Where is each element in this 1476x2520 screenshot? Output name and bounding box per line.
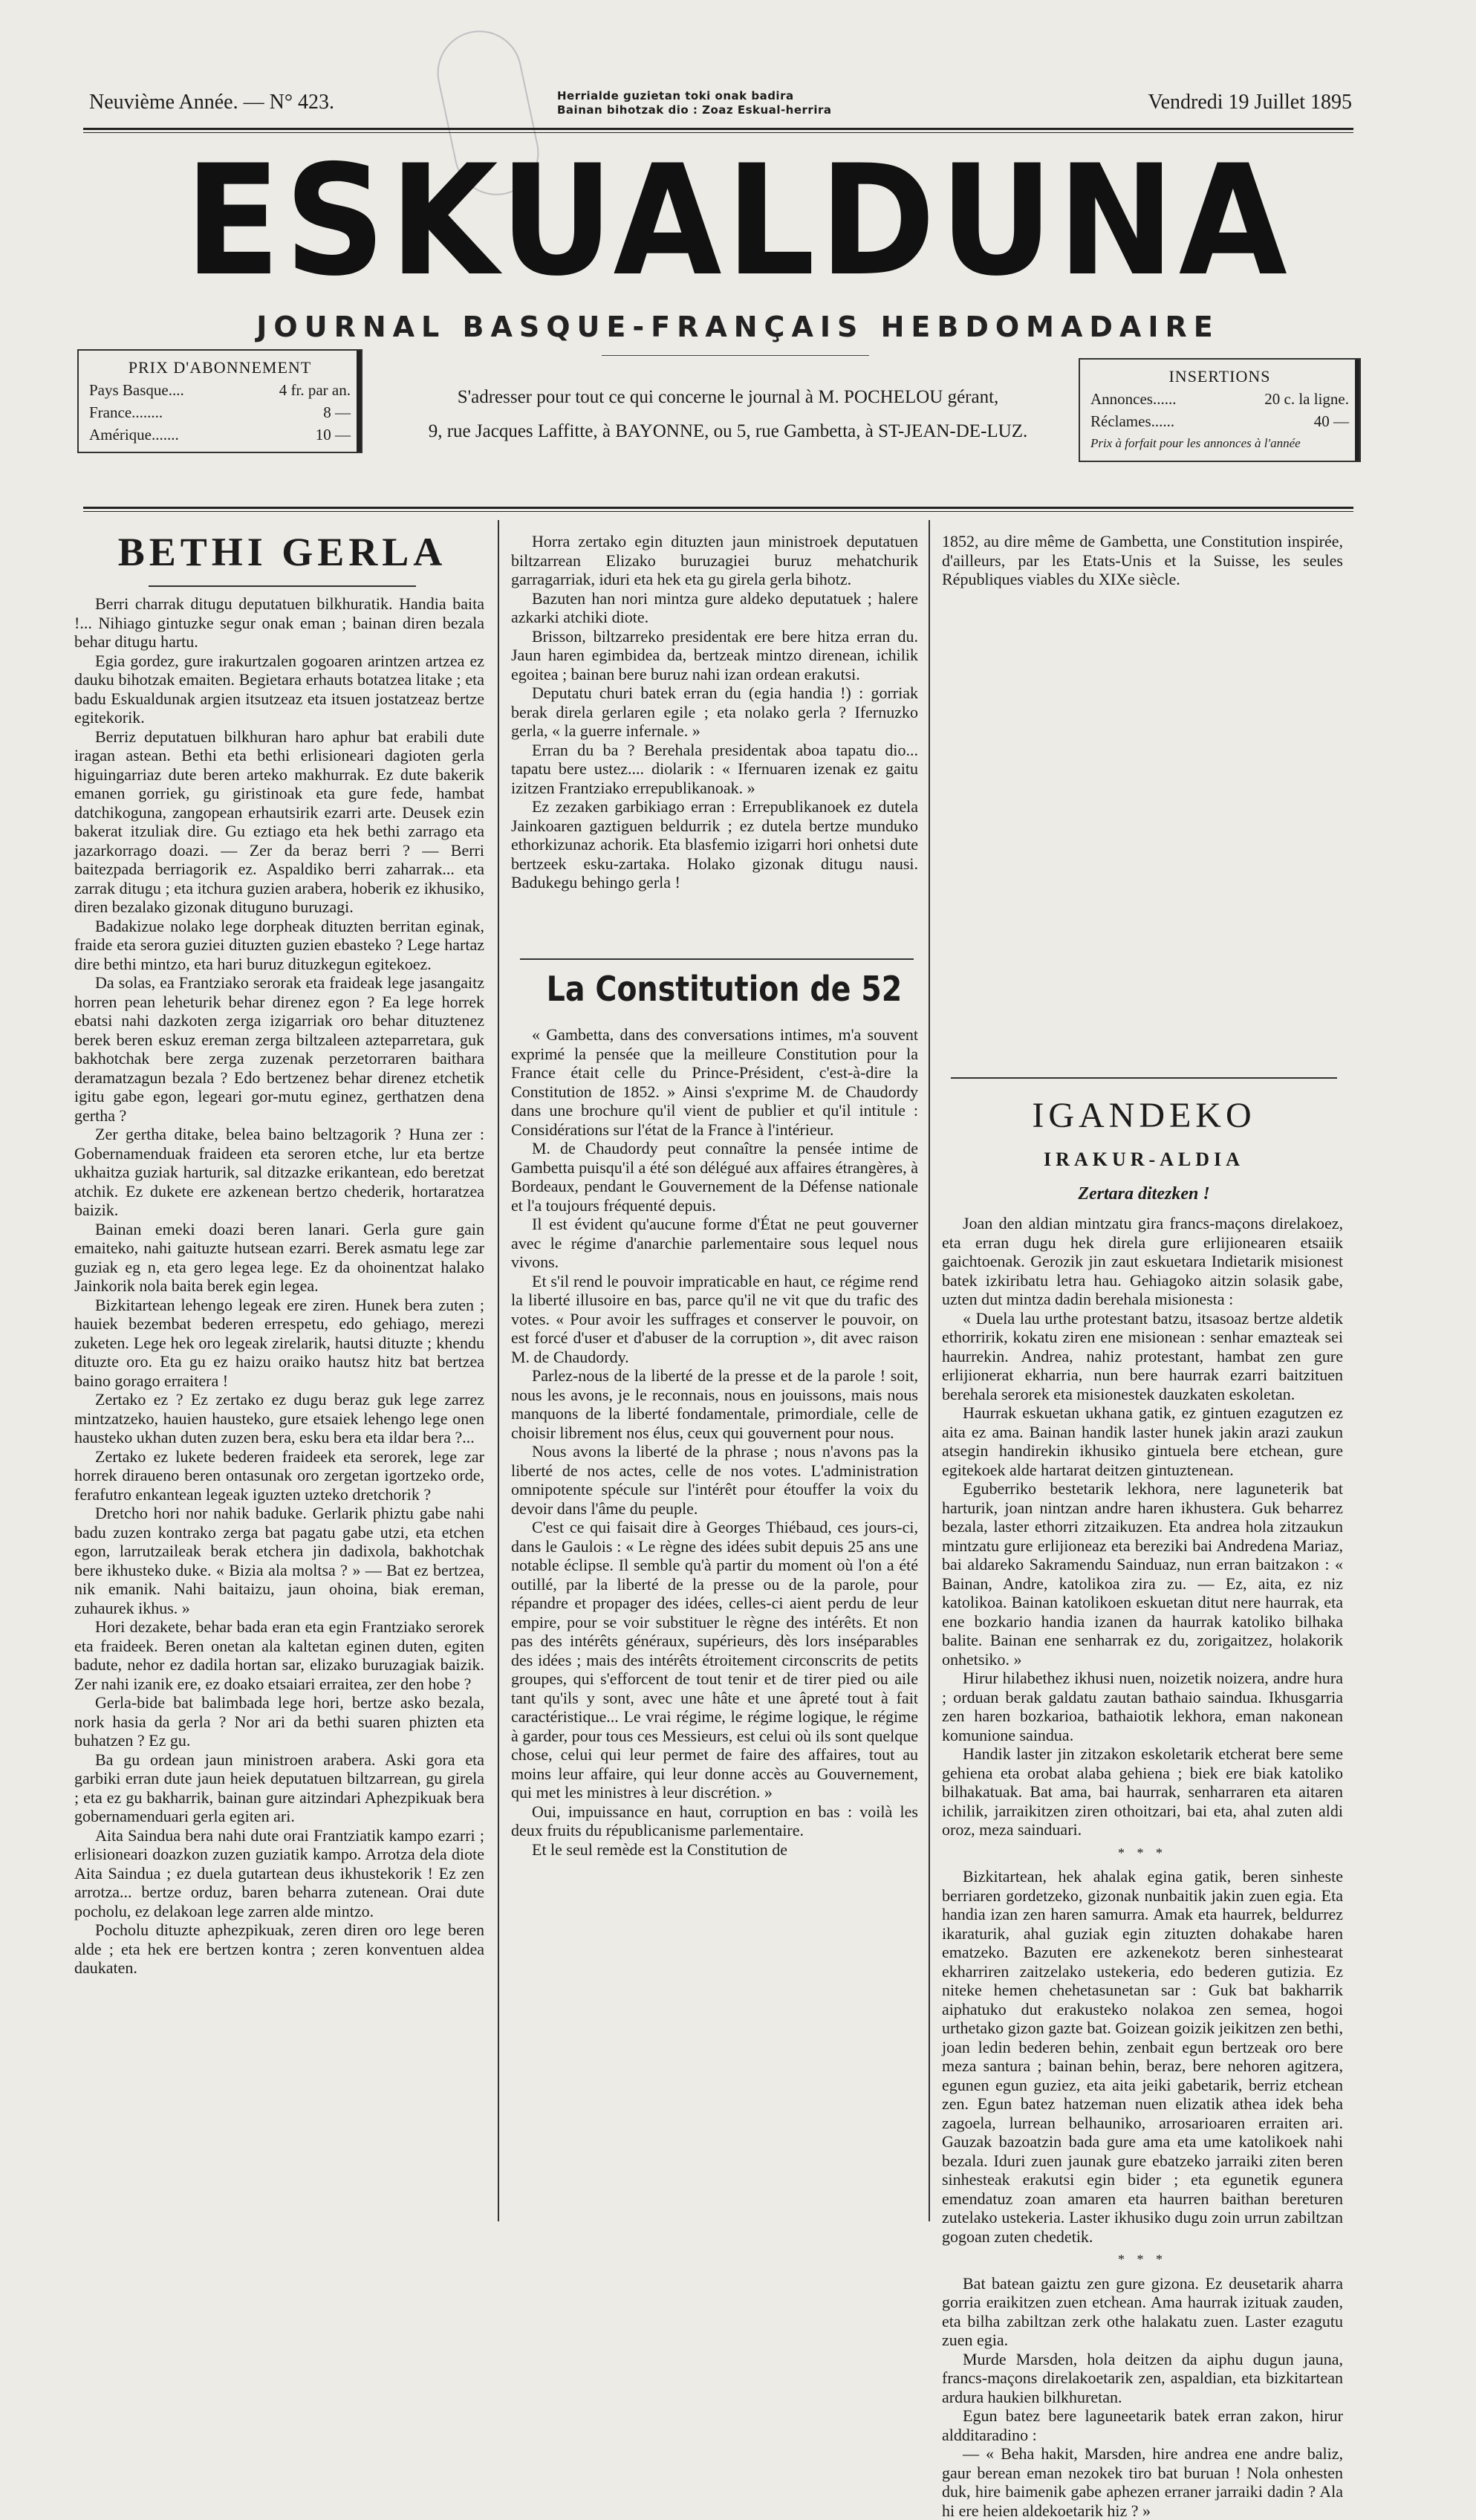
- article-subheading-zertara: Zertara ditezken !: [1078, 1184, 1210, 1204]
- paragraph: Parlez-nous de la liberté de la presse et de la parole ! soit, nous les avons, je le reconnais, nous en jouissons, mais nous manquons de la liberté fondamentale, primordiale, celle de choisir librement nos élus, ceux qui gouvernent pour nous.: [511, 1366, 918, 1442]
- masthead-top-rule: [83, 128, 1353, 133]
- subscription-price: 8 —: [323, 403, 351, 421]
- subscription-row: [89, 379, 351, 401]
- insertions-price: 20 c. la ligne.: [1264, 390, 1349, 408]
- insertions-note: Prix à forfait pour les annonces à l'année: [1090, 436, 1301, 450]
- insertions-price: 40 —: [1313, 412, 1349, 430]
- paragraph: Dretcho hori nor nahik baduke. Gerlarik phiztu gabe nahi badu zuzen kontrako zerga bat pagatu gabe utzi, eta etchen egon, larrutzaileak berak etchera jin dadixola, bakhotchak bere ikhusteko duke. « Bizia ala moltsa ? » — Bat ez bertzea, nik emanik. Nahi baitaizu, jaun ohoina, biak ereman, zuhaurek ikhus. »: [74, 1504, 484, 1617]
- section-rule: [520, 958, 914, 960]
- section-rule: [951, 1077, 1337, 1079]
- paragraph: Hori dezakete, behar bada eran eta egin Frantziako serorek eta fraideek. Beren onetan ala kaltetan eginen duten, egiten badute, nehor ez dadila hortan sar, elizako buruzagiak baizik. Zer nahi izanik ere, ez doako etsaiari erraitea, zer den hobe ?: [74, 1617, 484, 1693]
- subscription-heading: PRIX D'ABONNEMENT: [128, 358, 312, 377]
- article-heading-bethi-gerla: BETHI GERLA: [117, 530, 447, 574]
- article-heading-igandeko: IGANDEKO: [1032, 1096, 1256, 1135]
- paragraph: Zertako ez lukete bederen fraideek eta serorek, lege zar horrek diraueno beren ontasunak oro zergetan igortzeko orde, ferafutro enkantean legeak iguzten uzteko dretchorik ?: [74, 1446, 484, 1504]
- paragraph: Joan den aldian mintzatu gira francs-maçons direlakoez, eta erran dugu hek direla gure erlijionearen etsaiik gaichtoenak. Gerozik jin zaut eskuetara Indietarik misionest batek izkiribatu letra hau. Gehiagoko aitzin solasik gabe, uzten dut mintza dadin berehala misionesta :: [942, 1214, 1343, 1308]
- heading-rule: [149, 585, 416, 587]
- insertions-label: Réclames......: [1090, 412, 1175, 430]
- paragraph: Erran du ba ? Berehala presidentak aboa tapatu dio... tapatu bere ustez.... diolarik : « Ifernuaren izenak ez gaitu izitzen Frantziako errepublikanoak. »: [511, 740, 918, 797]
- insertions-row: [1090, 388, 1349, 410]
- paragraph: « Duela lau urthe protestant batzu, itsasoaz bertze aldetik ethorririk, kokatu ziren ene misionean : senhar emazteak sei haurrekin. Andrea, nahiz protestant, hambat zen gure erlijionerat ekharria, nun bere haurrak ezarri baitzituen berehala serorek eta misionestek dauzkaten eskoletan.: [942, 1308, 1343, 1403]
- paragraph: Et s'il rend le pouvoir impraticable en haut, ce régime rend la liberté illusoire en bas, parce qu'il ne vit que du trafic des votes. « Pour avoir les suffrages et conserver le pouvoir, on est forcé d'user et d'abuser de la corruption », dit avec raison M. de Chaudordy.: [511, 1271, 918, 1366]
- paragraph: Da solas, ea Frantziako serorak eta fraideak lege jasangaitz horren pean leheturik behar direnez egon ? Ea lege horrek ebatsi nahi dazkoten zerga izigarriak oro behar dituztenez berek beren eskuz ereman zerga biltzaleen azteparretara, guk bakhotchak bere zerga zuzenak perzetorraren baithara deramatzagun bezala ? Edo bertzenez behar direnez etchetik igitu gabe egon, legeari gor-mutu eginez, gerthatzen dena gertha ?: [74, 973, 484, 1125]
- subscription-box: [77, 349, 363, 453]
- paragraph: 1852, au dire même de Gambetta, une Constitution inspirée, d'ailleurs, par les Etats-Unis et la Suisse, les seules Républiques viables du XIXe siècle.: [942, 532, 1343, 588]
- paragraph: Hirur hilabethez ikhusi nuen, noizetik noizera, andre hura ; orduan berak galdatu zautan bathaio saindua. Ikhusgarria zen haren bozkarioa, bathaiotik lekhora, eman nakonean komunione saindua.: [942, 1669, 1343, 1744]
- paragraph: Brisson, biltzarreko presidentak ere bere hitza erran du. Jaun haren egimbidea da, bertzeak mintzo direnean, ichilik egoitea ; bainan bere buruz nahi izan ordean erakutsi.: [511, 626, 918, 683]
- subscription-label: Pays Basque....: [89, 381, 184, 399]
- paragraph: Eguberriko bestetarik lekhora, nere laguneterik bat harturik, joan nintzan andre haren ikhustera. Guk beharrez bezala, laster ethorri zitzaikuzen. Eta andrea hola zitzaukun mintzatu gure erlijioneaz eta bereziki bai Andredena Mariaz, bai aldareko Sakramendu Sainduaz, nun erran baitzakon : « Bainan, Andre, katolikoa zira zu. — Ez, aita, ez niz katolikoa. Bainan katolikoen eskuetan ditut nere haurrak, eta ene bozkario handia izanen da haurrak katoliko bilhaka balite. Bainan ene senharrak ez du, zorigaitzez, holakorik onhetsiko. »: [942, 1479, 1343, 1669]
- paragraph: Horra zertako egin dituzten jaun ministroek deputatuen biltzarrean Elizako buruzagiei buruz mehatchurik garragarriak, iduri eta hek eta gu girela gerla bihotz.: [511, 532, 918, 588]
- motto-line-2: Bainan bihotzak dio : Zoaz Eskual-herrira: [557, 103, 832, 117]
- paragraph: Ba gu ordean jaun ministroen arabera. Aski gora eta garbiki erran dute jaun heiek deputatuen biltzarrean, gu girela ; eta ez gu bakharrik, bainan gure aitzindari Aphezpikuak bera gobernamenduari gerla egiten ari.: [74, 1750, 484, 1825]
- paragraph: Bainan emeki doazi beren lanari. Gerla gure gain emaiteko, nahi gaituzte hutsean ezarri. Berek asmatu lege zar guziak eg n, eta gero legea lege. Ez da ohoinentzat halako Jainkorik nola baita berek egin legea.: [74, 1219, 484, 1295]
- paragraph: — « Beha hakit, Marsden, hire andrea ene andre baliz, gaur berean eman nezokek tiro bat buruan ! Nola onhesten duk, hire baimenik gabe aphezen erraner jarraiki dadin ? Ala hi ere heien aldekoetarik hiz ? »: [942, 2444, 1343, 2520]
- subscription-label: France........: [89, 403, 163, 421]
- masthead-bottom-rule: [83, 507, 1353, 512]
- article-subheading-irakur-aldia: IRAKUR-ALDIA: [1044, 1149, 1244, 1170]
- subscription-price: 4 fr. par an.: [279, 381, 351, 399]
- paragraph: M. de Chaudordy peut connaître la pensée intime de Gambetta puisqu'il a été son délégué aux affaires étrangères, à Bordeaux, pendant le Gouvernement de la Défense nationale et l'a toujours fréquenté depuis.: [511, 1139, 918, 1215]
- paragraph: Egun batez bere laguneetarik batek erran zakon, hirur aldditaradino :: [942, 2406, 1343, 2444]
- paragraph: Aita Saindua bera nahi dute orai Frantziatik kampo ezarri ; erlisioneari doazkon zuzen guziatik kampo. Arrotza dela diote Aita Saindua ; ez duela gutartean deus ikhustekorik ! Ez zen arrotza... bertze orduz, baren beharra zutenean. Orai dute pocholu, ez delakoan lege zarren alde mintzo.: [74, 1825, 484, 1920]
- paragraph: Pocholu dituzte aphezpikuak, zeren diren oro lege beren alde ; eta hek ere bertzen kontra ; zeren konventuen aldea daukaten.: [74, 1920, 484, 1977]
- paragraph: C'est ce qui faisait dire à Georges Thiébaud, ces jours-ci, dans le Gaulois : « Le règne des idées subit depuis 25 ans une notable éclipse. Il semble qu'à partir du moment où l'on a été outillé, par la liberté de la presse ou de la parole, pour répandre et propager des idées, celles-ci aient perdu de leur empire, pour se voir substituer le règne des intérêts. Et non pas des intérêts généraux, supérieurs, dès lors inséparables des idées ; mais des intérêts étroitement circonscrits de petits groupes, qui s'efforcent de tout tenir et de tirer pied ou aile tant qu'ils y sont, avec une hâte et une âpreté tout à fait caractéristique... Le vrai régime, le régime logique, le régime à garder, pour tous ces Messieurs, est celui où ils sont quelque chose, celui qui leur permet de faire des affaires, tout au moins leur affaire, qui leur donne accès au Gouvernement, qui met les ministres à leur discrétion. »: [511, 1518, 918, 1802]
- paragraph: Gerla-bide bat balimbada lege hori, bertze asko bezala, nork hasia da gerla ? Nor ari da bethi suaren phizten eta buhatzen ? Ez gu.: [74, 1693, 484, 1750]
- paragraph: Egia gordez, gure irakurtzalen gogoaren arintzen artzea ez dauku bihotzak emaiten. Begietara erhauts botatzea litake ; eta badu Eskualdunak argien itsutzeaz eta itsuen jostatzeaz bertze egitekorik.: [74, 651, 484, 727]
- paragraph: Oui, impuissance en haut, corruption en bas : voilà les deux fruits du républicanisme parlementaire.: [511, 1802, 918, 1839]
- column-rule: [498, 520, 499, 2221]
- issue-date: Vendredi 19 Juillet 1895: [1148, 91, 1352, 114]
- insertions-heading: INSERTIONS: [1168, 367, 1271, 386]
- paragraph: Bizkitartean, hek ahalak egina gatik, beren sinheste berriaren gordetzeko, gizonak nunbaitik jakin zuen egia. Eta handia izan zen haren samurra. Amak eta haurrek, beldurrez ikaraturik, ahal guziak egin zituzten dohakabe haren ematzeko. Bazuten ere azkenekotz beren sinhestearat ekharriren zaitzelako ustekeria, edo bederen gutizia. Ez niteke hemen chehetasunetan sar : Guk bat bakharrik aiphatuko dut erakusteko nolakoa zen semea, hogoi urthetako gizon gazte bat. Goizean goizik jeikitzen zen bethi, joan ledin bederen behin, zenbait egun bertzeak oro bere meza santura ; bainan behin, beraz, bere nehoren agitzera, egunen egun guziez, eta aita jeiki gabetarik, berriz etchean zen. Egun batez hatzeman nuen elizatik athea idek beha zagoela, lurrean belhauniko, arrosarioaren erraiten ari. Gauzak bazoatzin bada gure ama eta ume katolikoek nahi bezala. Iduri zuen jaunak gure ebatzeko jarraiki ziten beren sinhesteak erakutsi egin bider ; eta egunetik egunera emendatuz zoan amaren eta haurren baithan bereturen zutelako ustekeria. Laster ikhusiko dugu zoin urrun zabiltzan gogoan zuten chedetik.: [942, 1867, 1343, 2246]
- issue-number: Neuvième Année. — N° 423.: [89, 91, 335, 114]
- article-heading-constitution: La Constitution de 52: [546, 969, 903, 1009]
- paragraph: Murde Marsden, hola deitzen da aiphu dugun jauna, francs-maçons direlakoetarik zen, aspaldian, eta bizkitartean ardura haukien bilkhuretan.: [942, 2349, 1343, 2406]
- paragraph: Bat batean gaiztu zen gure gizona. Ez deusetarik aharra gorria eraikitzen zuen etchean. Ama haurrak izituak zauden, eta bilha zabiltzan zerk othe halakatu zuen. Laster ezagutu zuen egia.: [942, 2273, 1343, 2349]
- motto: [557, 89, 832, 117]
- section-stars: * * *: [1118, 2252, 1167, 2267]
- paragraph: Ez zezaken garbikiago erran : Errepublikanoek ez dutela Jainkoaren gaztiguen beldurrik ; ez dutela bertze munduko ethorkizunaz achorik. Eta blasfemio izigarri hori onhetsi dute bertzeek esku-zartaka. Holako gizonak ditugu nausi. Badukegu behingo gerla !: [511, 797, 918, 892]
- motto-line-1: Herrialde guzietan toki onak badira: [557, 89, 794, 103]
- subtitle-rule: [602, 355, 869, 356]
- paragraph: Badakizue nolako lege dorpheak dituzten berritan eginak, fraide eta serora guziei dituzten guzien ebasteko ? Lege hartaz dire bethi mintzo, eta hari buruz dituzkegun egitekoez.: [74, 916, 484, 973]
- column-2-bottom: [511, 1025, 918, 1859]
- column-3-body: [942, 1214, 1343, 2520]
- insertions-label: Annonces......: [1090, 390, 1177, 408]
- paragraph: Berriz deputatuen bilkhuran haro aphur bat erabili dute iragan astean. Bethi eta bethi erlisioneari dagioten gerla higuingarriaz dute beren arteko makhurrak. Ez dute bakerik emanen gorriek, gu giristinoak eta gure fede, hambat datchikoguna, zangopean erhautsirik ezarri arte. Deusek ezin bakerat itzuliak dire. Gu eztiago eta hek bethi zarrago eta jazarkorrago doazi. — Zer da beraz berri ? — Berri baitezpada berriagorik ez. Aspaldiko berri zaharrak... eta zarrak ditugu ; eta itchura guzien arabera, hoberik ez ikhusiko, diren bezalako gizonak dituguno buruzagi.: [74, 727, 484, 916]
- insertions-row: [1090, 410, 1349, 432]
- paragraph: Zertako ez ? Ez zertako ez dugu beraz guk lege zarrez mintzatzeko, hauien hausteko, gure etsaiek lehengo lege onen hausteko ukhan duten zuzen bera, esku bera eta ildar bera ?...: [74, 1390, 484, 1446]
- column-2-top: [511, 532, 918, 892]
- insertions-box: [1079, 358, 1361, 462]
- section-stars: * * *: [1118, 1845, 1167, 1860]
- column-3-top: [942, 532, 1343, 589]
- column-rule: [929, 520, 930, 2221]
- paragraph: Handik laster jin zitzakon eskoletarik etcherat bere seme gehiena eta orobat alaba gehiena ; biek ere biak katoliko bilhakatuak. Bat ama, bai haurrak, senharraren eta aitaren ichilik, jarraikitzen ziren othoitzari, bai eta, ahal zuten aldi oroz, meza sainduari.: [942, 1744, 1343, 1839]
- masthead-topline: [89, 83, 1352, 128]
- subscription-row: [89, 423, 351, 446]
- subscription-label: Amérique.......: [89, 426, 179, 444]
- paragraph: Bazuten han nori mintza gure aldeko deputatuek ; halere azkarki atchiki diote.: [511, 588, 918, 626]
- paragraph: Et le seul remède est la Constitution de: [532, 1839, 787, 1859]
- newspaper-subtitle: JOURNAL BASQUE-FRANÇAIS HEBDOMADAIRE: [256, 311, 1220, 343]
- column-1: [74, 594, 484, 1978]
- subscription-row: [89, 401, 351, 423]
- address-line-2: 9, rue Jacques Laffitte, à BAYONNE, ou 5, rue Gambetta, à ST-JEAN-DE-LUZ.: [428, 421, 1028, 441]
- paragraph: « Gambetta, dans des conversations intimes, m'a souvent exprimé la pensée que la meilleure Constitution pour la France était celle du Prince-Président, c'est-à-dire la Constitution de 1852. » Ainsi s'exprime M. de Chaudordy dans une brochure qu'il vient de publier et qu'il intitule : Considérations sur l'état de la France à l'intérieur.: [511, 1025, 918, 1139]
- paragraph: Berri charrak ditugu deputatuen bilkhuratik. Handia baita !... Nihiago gintuzke segur onak eman ; bainan diren bezala behar ditugu hartu.: [74, 594, 484, 651]
- paragraph: Il est évident qu'aucune forme d'État ne peut gouverner avec le régime d'anarchie parlementaire sous lequel nous vivons.: [511, 1215, 918, 1271]
- paragraph: Zer gertha ditake, belea baino beltzagorik ? Huna zer : Gobernamenduak fraideen eta seroren etche, lur eta bertze ukhaitza guziak harturik, sal ditzazke erikantean, edo beretzat atchik. Ez dukete ere azkenean bertzo chederik, hortaratzea baizik.: [74, 1125, 484, 1219]
- paragraph: Bizkitartean lehengo legeak ere ziren. Hunek bera zuten ; hauiek bezembat bederen errespetu, edo gehiago, merezi zuketen. Lege hek oro legeak zirelarik, hautsi dituzte ; khendu dituzte oro. Eta gu ez haizu oraiko hautsz hitz bat bertzea baino gorago erraitera !: [74, 1295, 484, 1390]
- address-line-1: S'adresser pour tout ce qui concerne le journal à M. POCHELOU gérant,: [457, 387, 999, 407]
- contact-address: [357, 380, 1099, 449]
- paragraph: Haurrak eskuetan ukhana gatik, ez gintuen ezagutzen ez aita ez ama. Bainan handik laster hunek jakin arazi zaukun atsegin handirekin ikhusiko gintuela bere etchean, gure egitekoek alde hartarat deitzen gintuztenean.: [942, 1403, 1343, 1479]
- paragraph: Nous avons la liberté de la phrase ; nous n'avons pas la liberté de nos actes, celle de nos votes. L'administration omnipotente spécule sur l'intérêt pour étouffer la voix du devoir dans l'âme du peuple.: [511, 1442, 918, 1518]
- newspaper-title: ESKUALDUNA: [184, 133, 1292, 310]
- subscription-price: 10 —: [315, 426, 351, 444]
- paragraph: Deputatu churi batek erran du (egia handia !) : gorriak berak direla gerlaren egile ; eta nolako gerla ? Ifernuzko gerla, « la guerre infernale. »: [511, 683, 918, 740]
